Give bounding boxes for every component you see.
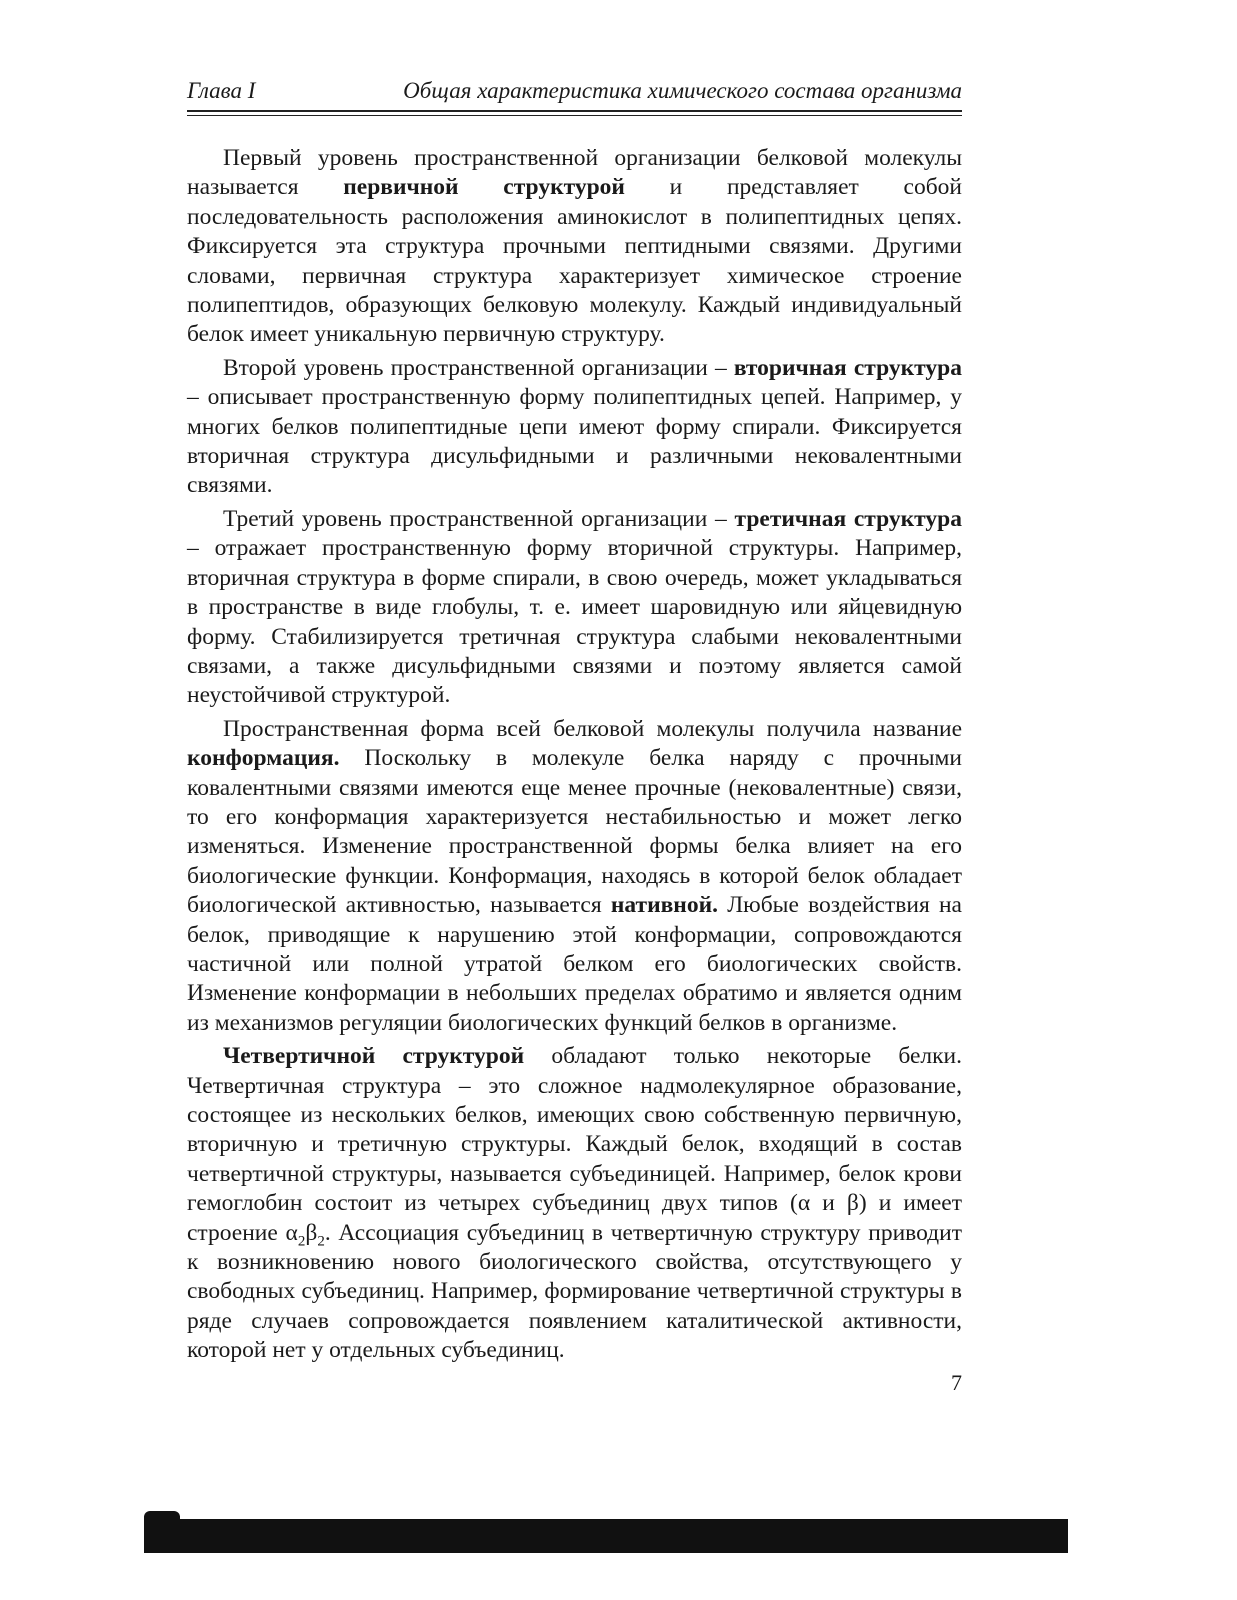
- text-run: и представляет собой последовательность расположения аминокислот в полипептидных цепях. Фиксируется эта структура прочными пептидными связями. Другими словами, первичная структура характеризует химическое строение полипептидов, образующих белковую молекулу. Каждый индивидуальный белок имеет уникальную первичную структуру.: [187, 174, 962, 348]
- text-run: Любые воздействия на белок, приводящие к нарушению этой конформации, сопровождаются частичной или полной утратой белком его биологических свойств. Изменение конформации в небольших пределах обратимо и является одним из механизмов регуляции биологических функций белков в организме.: [187, 892, 962, 1036]
- bold-term: третичная структура: [734, 505, 962, 532]
- scan-edge-bar: [144, 1519, 1068, 1553]
- text-run: обладают только некоторые белки. Четвертичная структура – это сложное надмолекулярное образование, состоящее из нескольких белков, имеющих свою собственную первичную, вторичную и третичную структуры. Каждый белок, входящий в состав четвертичной структуры, называется субъединицей. Например, белок крови гемоглобин состоит из четырех субъединиц двух типов (α и β) и имеет строение α: [187, 1043, 963, 1246]
- text-run: Третий уровень пространственной организации –: [223, 505, 735, 532]
- text-run: – отражает пространственную форму вторичной структуры. Например, вторичная структура в форме спирали, в свою очередь, может укладываться в пространстве в виде глобулы, т. е. имеет шаровидную или яйцевидную форму. Стабилизируется третичная структура слабыми нековалентными связами, а также дисульфидными связями и поэтому является самой неустойчивой структурой.: [187, 535, 962, 709]
- running-header: [187, 74, 962, 108]
- chapter-label: Глава I: [187, 78, 256, 103]
- header-rule-thick: [187, 110, 962, 112]
- text-run: β: [305, 1219, 318, 1246]
- chapter-title: Общая характеристика химического состава организма: [403, 78, 962, 103]
- text-run: . Ассоциация субъединиц в четвертичную структуру приводит к возникновению нового биологического свойства, отсутствующего у свободных субъединиц. Например, формирование четвертичной структуры в ряде случаев сопровождается появлением каталитической активности, которой нет у отдельных субъединиц.: [187, 1219, 962, 1364]
- paragraph-quaternary-structure: [187, 1042, 962, 1365]
- scan-edge-notch: [144, 1511, 180, 1521]
- bold-term: конформация.: [187, 745, 340, 772]
- text-run: Пространственная форма всей белковой молекулы получила название: [223, 715, 962, 742]
- subscript: 2: [317, 1233, 325, 1250]
- bold-term: первичной структурой: [343, 174, 625, 201]
- paragraph-tertiary-structure: [187, 505, 962, 711]
- body-text: [187, 144, 962, 1370]
- bold-term: Четвертичной структурой: [223, 1043, 525, 1070]
- text-run: – описывает пространственную форму полипептидных цепей. Например, у многих белков полипептидные цепи имеют форму спирали. Фиксируется вторичная структура дисульфидными и различными нековалентными связями.: [187, 384, 962, 499]
- header-rule-thin: [187, 115, 962, 116]
- bold-term: вторичная структура: [733, 354, 962, 381]
- bold-term: нативной.: [610, 892, 719, 919]
- text-run: Второй уровень пространственной организации –: [223, 354, 734, 381]
- paragraph-primary-structure: [187, 144, 962, 350]
- page-number: 7: [951, 1370, 962, 1395]
- paragraph-secondary-structure: [187, 354, 962, 501]
- paragraph-conformation: [187, 715, 962, 1038]
- text-run: Поскольку в молекуле белка наряду с прочными ковалентными связями имеются еще менее прочные (нековалентные) связи, то его конформация характеризуется нестабильностью и может легко изменяться. Изменение пространственной формы белка влияет на его биологические функции. Конформация, находясь в которой белок обладает биологической активностью, называется: [187, 745, 962, 919]
- text-run: Первый уровень пространственной организации белковой молекулы называется: [187, 145, 962, 201]
- subscript: 2: [297, 1233, 306, 1250]
